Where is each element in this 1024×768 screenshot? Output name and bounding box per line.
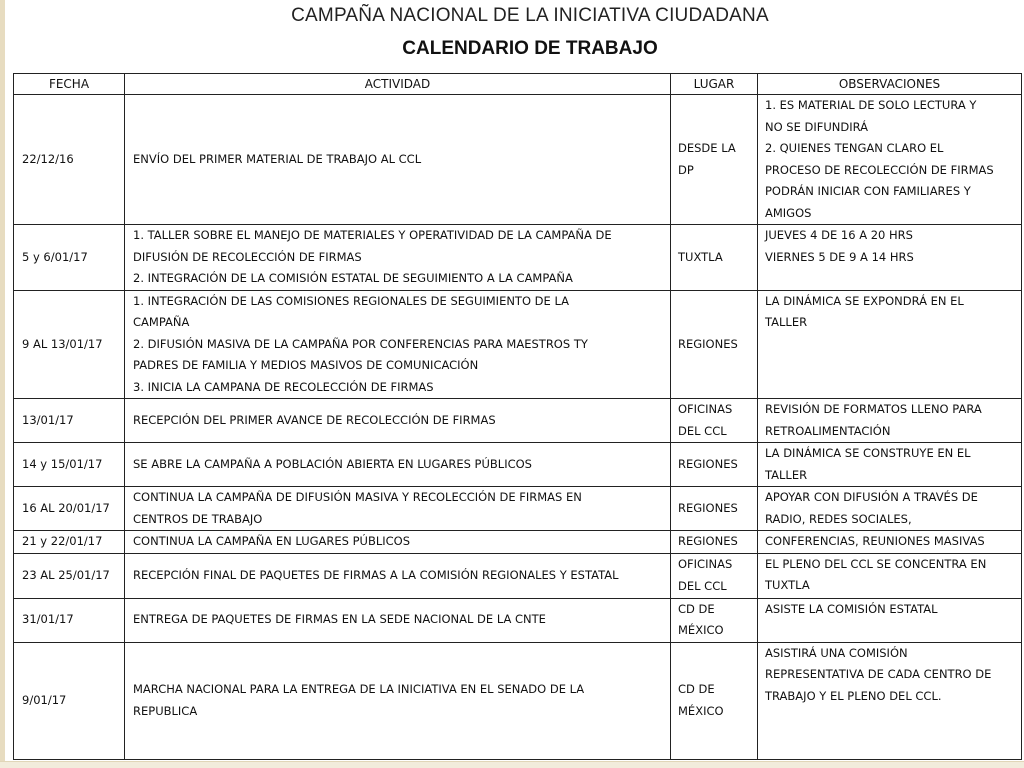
table-row [14, 399, 1022, 443]
cell-lugar-line: REGIONES [678, 456, 738, 471]
cell-actividad-line: CONTINUA LA CAMPAÑA DE DIFUSIÓN MASIVA Y RECOLECCIÓN DE FIRMAS EN [133, 490, 582, 504]
cell-actividad-line: 2. DIFUSIÓN MASIVA DE LA CAMPAÑA POR CONFERENCIAS PARA MAESTROS TY [133, 336, 588, 351]
table-row [14, 642, 1022, 759]
cell-observaciones-line: AMIGOS [765, 205, 812, 220]
cell-observaciones [758, 399, 1022, 443]
cell-actividad-line: 1. TALLER SOBRE EL MANEJO DE MATERIALES Y OPERATIVIDAD DE LA CAMPAÑA DE [133, 228, 612, 242]
cell-actividad-line: ENTREGA DE PAQUETES DE FIRMAS EN LA SEDE NACIONAL DE LA CNTE [133, 612, 546, 627]
table-row [14, 443, 1022, 487]
cell-lugar [671, 642, 758, 759]
cell-fecha: 5 y 6/01/17 [14, 225, 125, 291]
cell-observaciones [758, 95, 1022, 225]
cell-actividad [125, 553, 671, 598]
cell-lugar-line: OFICINAS [678, 402, 733, 416]
cell-observaciones-line: TUXTLA [765, 578, 810, 592]
cell-observaciones [758, 443, 1022, 487]
cell-actividad-line: REPUBLICA [133, 703, 198, 718]
cell-fecha: 16 AL 20/01/17 [14, 487, 125, 531]
cell-observaciones-line: ASISTE LA COMISIÓN ESTATAL [765, 601, 938, 616]
cell-observaciones-line: PROCESO DE RECOLECCIÓN DE FIRMAS [765, 162, 994, 177]
cell-actividad-line: 3. INICIA LA CAMPANA DE RECOLECCIÓN DE FIRMAS [133, 379, 434, 394]
cell-actividad [125, 225, 671, 291]
cell-observaciones-line: TRABAJO Y EL PLENO DEL CCL. [765, 688, 942, 703]
cell-lugar [671, 443, 758, 487]
cell-observaciones [758, 598, 1022, 642]
cell-lugar-line: REGIONES [678, 534, 738, 548]
cell-lugar-line: DEL CCL [678, 423, 727, 438]
table-row [14, 95, 1022, 225]
cell-actividad-line: CAMPAÑA [133, 315, 190, 329]
slide-left-border [0, 0, 5, 768]
cell-lugar-line: REGIONES [678, 500, 738, 515]
cell-lugar-line: CD DE [678, 682, 715, 696]
cell-lugar-line: REGIONES [678, 336, 738, 351]
cell-observaciones [758, 642, 1022, 759]
cell-observaciones-line: CONFERENCIAS, REUNIONES MASIVAS [765, 534, 985, 548]
cell-actividad-line: CONTINUA LA CAMPAÑA EN LUGARES PÚBLICOS [133, 534, 411, 548]
cell-actividad-line: SE ABRE LA CAMPAÑA A POBLACIÓN ABIERTA EN LUGARES PÚBLICOS [133, 456, 532, 471]
cell-observaciones-line: VIERNES 5 DE 9 A 14 HRS [765, 249, 914, 264]
cell-observaciones [758, 487, 1022, 531]
cell-lugar [671, 531, 758, 554]
cell-observaciones-line: TALLER [765, 315, 808, 329]
cell-fecha: 9 AL 13/01/17 [14, 290, 125, 399]
cell-lugar-line: TUXTLA [678, 249, 723, 264]
cell-observaciones-line: 1. ES MATERIAL DE SOLO LECTURA Y [765, 98, 977, 112]
table-row [14, 290, 1022, 399]
cell-lugar [671, 290, 758, 399]
cell-observaciones-line: RADIO, REDES SOCIALES, [765, 511, 912, 526]
cell-lugar-line: OFICINAS [678, 557, 733, 571]
cell-actividad-line: RECEPCIÓN FINAL DE PAQUETES DE FIRMAS A LA COMISIÓN REGIONALES Y ESTATAL [133, 567, 619, 582]
cell-observaciones-line: REPRESENTATIVA DE CADA CENTRO DE [765, 667, 992, 681]
header-observaciones: OBSERVACIONES [758, 74, 1022, 95]
cell-observaciones [758, 225, 1022, 291]
cell-actividad-line: ENVÍO DEL PRIMER MATERIAL DE TRABAJO AL CCL [133, 151, 422, 166]
cell-actividad-line: PADRES DE FAMILIA Y MEDIOS MASIVOS DE COMUNICACIÓN [133, 358, 479, 372]
cell-observaciones [758, 531, 1022, 554]
cell-observaciones-line: JUEVES 4 DE 16 A 20 HRS [765, 228, 913, 242]
cell-actividad-line: CENTROS DE TRABAJO [133, 511, 263, 526]
cell-observaciones-line: RETROALIMENTACIÓN [765, 423, 891, 438]
table-row [14, 598, 1022, 642]
cell-lugar-line: MÉXICO [678, 623, 724, 637]
cell-actividad [125, 399, 671, 443]
cell-lugar-line: MÉXICO [678, 703, 724, 718]
page-subtitle: CALENDARIO DE TRABAJO [402, 38, 658, 59]
cell-fecha: 21 y 22/01/17 [14, 531, 125, 554]
cell-observaciones-line: NO SE DIFUNDIRÁ [765, 119, 869, 134]
page-title: CAMPAÑA NACIONAL DE LA INICIATIVA CIUDADANA [291, 5, 769, 26]
cell-lugar-line: DESDE LA [678, 141, 736, 155]
cell-actividad-line: RECEPCIÓN DEL PRIMER AVANCE DE RECOLECCIÓN DE FIRMAS [133, 412, 496, 427]
cell-lugar [671, 95, 758, 225]
cell-actividad-line: DIFUSIÓN DE RECOLECCIÓN DE FIRMAS [133, 249, 362, 264]
cell-observaciones-line: LA DINÁMICA SE EXPONDRÁ EN EL [765, 293, 964, 308]
cell-fecha: 9/01/17 [14, 642, 125, 759]
cell-lugar [671, 598, 758, 642]
header-fecha: FECHA [14, 74, 125, 95]
table-row [14, 487, 1022, 531]
schedule-table [13, 73, 1022, 760]
table-body [14, 95, 1022, 760]
cell-observaciones-line: EL PLENO DEL CCL SE CONCENTRA EN [765, 556, 987, 571]
cell-actividad-line: 2. INTEGRACIÓN DE LA COMISIÓN ESTATAL DE SEGUIMIENTO A LA CAMPAÑA [133, 271, 573, 285]
cell-actividad [125, 443, 671, 487]
cell-observaciones [758, 290, 1022, 399]
cell-observaciones-line: PODRÁN INICIAR CON FAMILIARES Y [765, 184, 971, 198]
cell-fecha: 31/01/17 [14, 598, 125, 642]
header-actividad: ACTIVIDAD [125, 74, 671, 95]
cell-fecha: 22/12/16 [14, 95, 125, 225]
cell-lugar-line: DEL CCL [678, 578, 727, 593]
cell-actividad [125, 642, 671, 759]
cell-lugar-line: DP [678, 162, 694, 177]
cell-actividad [125, 95, 671, 225]
cell-observaciones-line: APOYAR CON DIFUSIÓN A TRAVÉS DE [765, 490, 978, 504]
header-lugar: LUGAR [671, 74, 758, 95]
cell-observaciones-line: TALLER [765, 467, 808, 482]
cell-actividad [125, 487, 671, 531]
table-row [14, 531, 1022, 554]
cell-observaciones [758, 553, 1022, 598]
cell-fecha: 13/01/17 [14, 399, 125, 443]
table-row [14, 225, 1022, 291]
cell-actividad-line: 1. INTEGRACIÓN DE LAS COMISIONES REGIONALES DE SEGUIMIENTO DE LA [133, 293, 569, 308]
cell-observaciones-line: LA DINÁMICA SE CONSTRUYE EN EL [765, 446, 971, 460]
slide-bottom-strip [0, 761, 1024, 768]
cell-lugar-line: CD DE [678, 601, 715, 616]
cell-lugar [671, 487, 758, 531]
cell-observaciones-line: ASISTIRÁ UNA COMISIÓN [765, 645, 908, 660]
cell-actividad-line: MARCHA NACIONAL PARA LA ENTREGA DE LA INICIATIVA EN EL SENADO DE LA [133, 682, 585, 696]
cell-lugar [671, 399, 758, 443]
cell-lugar [671, 553, 758, 598]
table-header-row [14, 74, 1022, 95]
table-row [14, 553, 1022, 598]
cell-fecha: 23 AL 25/01/17 [14, 553, 125, 598]
cell-fecha: 14 y 15/01/17 [14, 443, 125, 487]
cell-observaciones-line: 2. QUIENES TENGAN CLARO EL [765, 141, 944, 155]
cell-observaciones-line: REVISIÓN DE FORMATOS LLENO PARA [765, 402, 982, 416]
cell-actividad [125, 598, 671, 642]
cell-actividad [125, 290, 671, 399]
cell-lugar [671, 225, 758, 291]
cell-actividad [125, 531, 671, 554]
